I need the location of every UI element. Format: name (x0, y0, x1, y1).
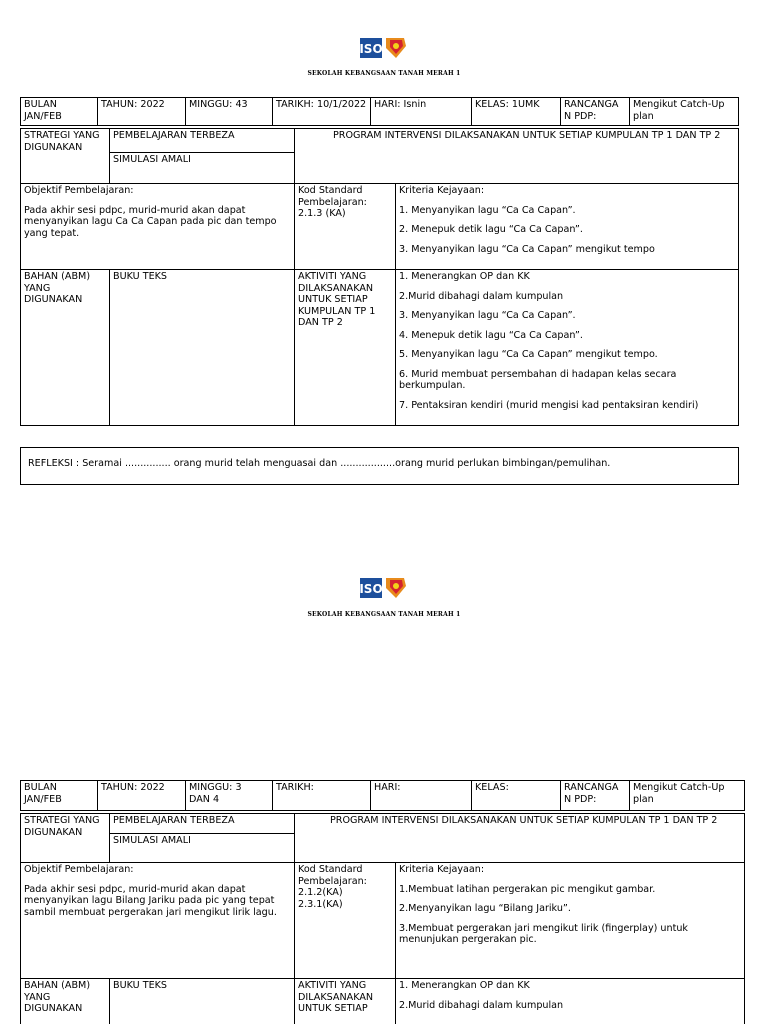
school-logo (360, 36, 408, 64)
pembelajaran-terbeza: PEMBELAJARAN TERBEZA (109, 128, 295, 153)
program-intervensi: PROGRAM INTERVENSI DILAKSANAKAN UNTUK SETIAP KUMPULAN TP 1 DAN TP 2 (294, 128, 739, 184)
aktiviti-item: 7. Pentaksiran kendiri (murid mengisi kad pentaksiran kendiri) (399, 399, 699, 411)
objektif-label: Objektif Pembelajaran: (24, 864, 134, 875)
hari-cell: HARI: Isnin (370, 97, 472, 126)
aktiviti-item: 1. Menerangkan OP dan KK (399, 980, 530, 991)
svg-text:ISO: ISO (360, 582, 383, 596)
tarikh-cell: TARIKH: 10/1/2022 (272, 97, 371, 126)
objektif-cell (20, 862, 295, 979)
catchup-cell: Mengikut Catch-Up plan (629, 780, 745, 811)
strategi-label: STRATEGI YANG DIGUNAKAN (20, 128, 110, 184)
tahun-cell: TAHUN: 2022 (97, 780, 186, 811)
tahun-cell: TAHUN: 2022 (97, 97, 186, 126)
kriteria-item: 2.Menyanyikan lagu “Bilang Jariku”. (399, 903, 571, 914)
program-intervensi: PROGRAM INTERVENSI DILAKSANAKAN UNTUK SETIAP KUMPULAN TP 1 DAN TP 2 (294, 813, 745, 863)
svg-text:ISO: ISO (360, 42, 383, 56)
aktiviti-cell (395, 269, 739, 426)
minggu-cell: MINGGU: 43 (185, 97, 273, 126)
kod-standard-label: Kod Standard Pembelajaran: (298, 185, 367, 208)
aktiviti-item: 5. Menyanyikan lagu “Ca Ca Capan” mengikut tempo. (399, 349, 658, 360)
bulan-cell: BULAN JAN/FEB (20, 780, 98, 811)
buku-teks: BUKU TEKS (109, 978, 295, 1024)
refleksi-text: REFLEKSI : Seramai ............... orang murid telah menguasai dan ..................orang murid perlukan bimbingan/pemulihan. (28, 458, 611, 469)
kriteria-item: 1.Membuat latihan pergerakan pic mengikut gambar. (399, 883, 656, 895)
kod-standard-cell (294, 862, 396, 979)
rancangan-cell: RANCANGA N PDP: (560, 97, 630, 126)
kriteria-item: 3.Membuat pergerakan jari mengikut lirik (fingerplay) untuk menunjukan pergerakan pic. (399, 922, 688, 945)
aktiviti-item: 6. Murid membuat persembahan di hadapan kelas secara berkumpulan. (399, 368, 677, 391)
bahan-label: BAHAN (ABM) YANG DIGUNAKAN (20, 269, 110, 426)
simulasi-amali: SIMULASI AMALI (109, 152, 295, 184)
simulasi-amali: SIMULASI AMALI (109, 833, 295, 863)
kriteria-label: Kriteria Kejayaan: (399, 864, 485, 875)
kelas-cell: KELAS: 1UMK (471, 97, 561, 126)
catchup-cell: Mengikut Catch-Up plan (629, 97, 739, 126)
tarikh-cell: TARIKH: (272, 780, 371, 811)
aktiviti-label: AKTIVITI YANG DILAKSANAKAN UNTUK SETIAP (294, 978, 396, 1024)
aktiviti-cell (395, 978, 745, 1024)
kriteria-item: 1. Menyanyikan lagu “Ca Ca Capan”. (399, 204, 576, 216)
aktiviti-item: 2.Murid dibahagi dalam kumpulan (399, 290, 564, 302)
hari-cell: HARI: (370, 780, 472, 811)
kod-standard-cell (294, 183, 396, 270)
objektif-text: Pada akhir sesi pdpc, murid-murid akan dapat menyanyikan lagu Bilang Jariku pada pic yang tepat sambil membuat pergerakan jari mengikut lirik lagu. (24, 883, 277, 918)
objektif-label: Objektif Pembelajaran: (24, 185, 134, 196)
bahan-label: BAHAN (ABM) YANG DIGUNAKAN (20, 978, 110, 1024)
kriteria-cell (395, 862, 745, 979)
rancangan-cell: RANCANGA N PDP: (560, 780, 630, 811)
kod-standard-value: 2.3.1(KA) (298, 898, 343, 910)
buku-teks: BUKU TEKS (109, 269, 295, 426)
aktiviti-label: AKTIVITI YANG DILAKSANAKAN UNTUK SETIAP KUMPULAN TP 1 DAN TP 2 (294, 269, 396, 426)
kod-standard-value: 2.1.3 (KA) (298, 208, 346, 219)
objektif-cell (20, 183, 295, 270)
school-logo (360, 576, 408, 604)
kod-standard-value: 2.1.2(KA) (298, 887, 343, 898)
kod-standard-label: Kod Standard Pembelajaran: (298, 864, 367, 887)
kriteria-item: 3. Menyanyikan lagu “Ca Ca Capan” mengikut tempo (399, 243, 655, 255)
strategi-label: STRATEGI YANG DIGUNAKAN (20, 813, 110, 863)
school-name: SEKOLAH KEBANGSAAN TANAH MERAH 1 (307, 611, 461, 618)
pembelajaran-terbeza: PEMBELAJARAN TERBEZA (109, 813, 295, 834)
school-name: SEKOLAH KEBANGSAAN TANAH MERAH 1 (307, 70, 461, 77)
kelas-cell: KELAS: (471, 780, 561, 811)
objektif-text: Pada akhir sesi pdpc, murid-murid akan dapat menyanyikan lagu Ca Ca Capan pada pic dan tempo yang tepat. (24, 204, 277, 239)
kriteria-item: 2. Menepuk detik lagu “Ca Ca Capan”. (399, 224, 583, 235)
aktiviti-item: 3. Menyanyikan lagu “Ca Ca Capan”. (399, 310, 576, 321)
kriteria-cell (395, 183, 739, 270)
aktiviti-item: 1. Menerangkan OP dan KK (399, 271, 530, 282)
bulan-cell: BULAN JAN/FEB (20, 97, 98, 126)
refleksi-box (20, 447, 739, 485)
aktiviti-item: 4. Menepuk detik lagu “Ca Ca Capan”. (399, 329, 583, 341)
minggu-cell: MINGGU: 3 DAN 4 (185, 780, 273, 811)
aktiviti-item: 2.Murid dibahagi dalam kumpulan (399, 999, 564, 1011)
kriteria-label: Kriteria Kejayaan: (399, 185, 485, 196)
